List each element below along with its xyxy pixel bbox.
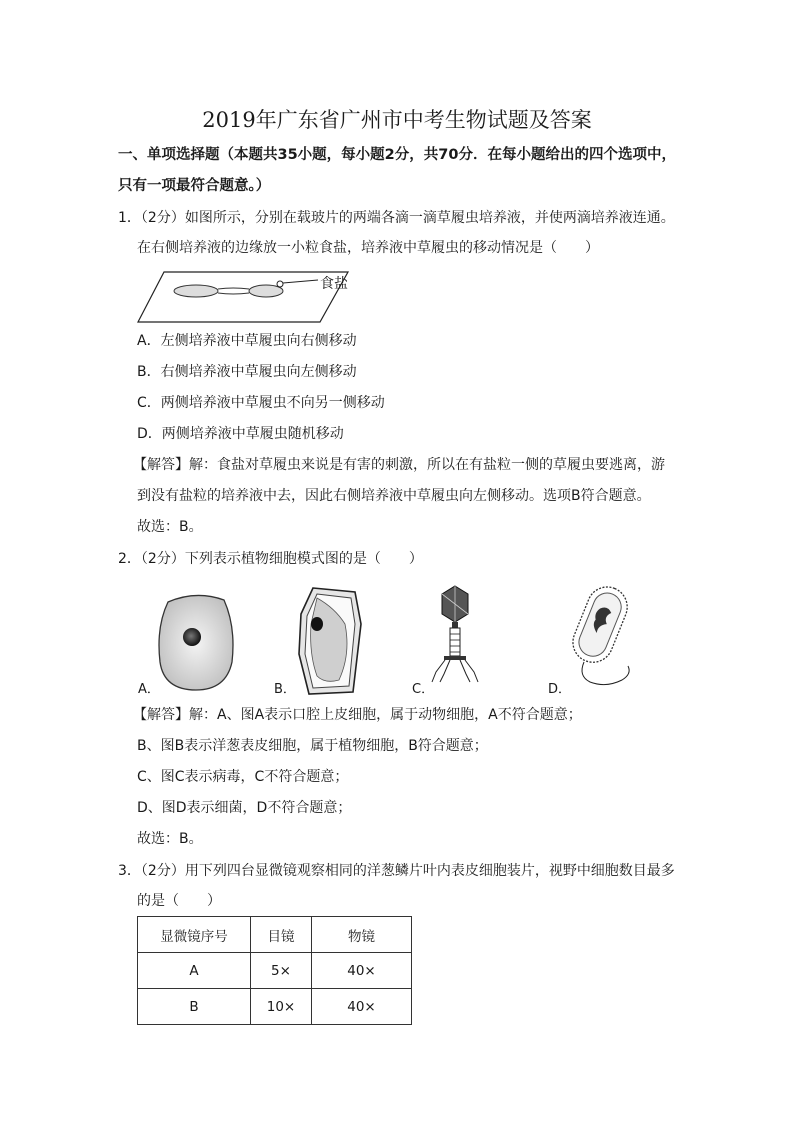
table-row	[138, 953, 412, 989]
q3-stem-line-2: 的是（ ）	[137, 893, 221, 909]
q2-stem: 2．（2分）下列表示植物细胞模式图的是（ ）	[118, 551, 423, 567]
q2-answer-line-4: D、图D表示细菌，D不符合题意；	[137, 800, 352, 816]
page-title: 2019年广东省广州市中考生物试题及答案	[202, 108, 592, 132]
animal-cell-figure	[156, 592, 238, 694]
table-row	[138, 989, 412, 1025]
q2-answer-line-3: C、图C表示病毒，C不符合题意；	[137, 769, 349, 785]
q1-option-a: A．左侧培养液中草履虫向右侧移动	[137, 333, 357, 349]
q1-choice: 故选：B。	[137, 519, 203, 535]
q2-figure-label-b: B．	[274, 682, 296, 697]
plant-cell-figure	[295, 584, 365, 698]
bacterium-figure	[566, 580, 636, 692]
q2-choice: 故选：B。	[137, 831, 203, 847]
table-cell: B	[138, 989, 251, 1025]
q1-stem-line-1: 1．（2分）如图所示，分别在载玻片的两端各滴一滴草履虫培养液，并使两滴培养液连通。	[118, 210, 675, 226]
q1-figure-label: 食盐	[320, 276, 348, 292]
table-cell: 5×	[251, 953, 312, 989]
table-header-cell: 目镜	[251, 917, 312, 953]
q1-answer-line-2: 到没有盐粒的培养液中去，因此右侧培养液中草履虫向左侧移动。选项B符合题意。	[137, 488, 651, 504]
table-cell: 10×	[251, 989, 312, 1025]
q1-option-d: D．两侧培养液中草履虫随机移动	[137, 426, 344, 442]
table-header-row	[138, 917, 412, 953]
q2-answer-line-2: B、图B表示洋葱表皮细胞，属于植物细胞，B符合题意；	[137, 738, 488, 754]
section-heading-line-2: 只有一项最符合题意。）	[118, 178, 271, 194]
microscope-table	[137, 916, 412, 1025]
table-header-cell: 显微镜序号	[138, 917, 251, 953]
q2-answer-line-1: 【解答】解：A、图A表示口腔上皮细胞，属于动物细胞，A不符合题意；	[133, 707, 582, 723]
table-cell: 40×	[312, 989, 412, 1025]
q1-stem-line-2: 在右侧培养液的边缘放一小粒食盐，培养液中草履虫的移动情况是（ ）	[137, 240, 599, 256]
q2-figure-label-c: C．	[412, 682, 435, 697]
section-heading-line-1: 一、单项选择题（本题共35小题，每小题2分，共70分．在每小题给出的四个选项中，	[118, 147, 676, 163]
q3-stem-line-1: 3．（2分）用下列四台显微镜观察相同的洋葱鳞片叶内表皮细胞装片，视野中细胞数目最多	[118, 863, 675, 879]
table-cell: 40×	[312, 953, 412, 989]
q1-option-c: C．两侧培养液中草履虫不向另一侧移动	[137, 395, 385, 411]
q2-figure-label-d: D．	[548, 682, 572, 697]
q1-answer-line-1: 【解答】解：食盐对草履虫来说是有害的刺激，所以在有盐粒一侧的草履虫要逃离，游	[133, 457, 665, 473]
q2-figure-label-a: A．	[138, 682, 160, 697]
q1-option-b: B．右侧培养液中草履虫向左侧移动	[137, 364, 357, 380]
virus-figure	[428, 584, 482, 686]
table-header-cell: 物镜	[312, 917, 412, 953]
table-cell: A	[138, 953, 251, 989]
